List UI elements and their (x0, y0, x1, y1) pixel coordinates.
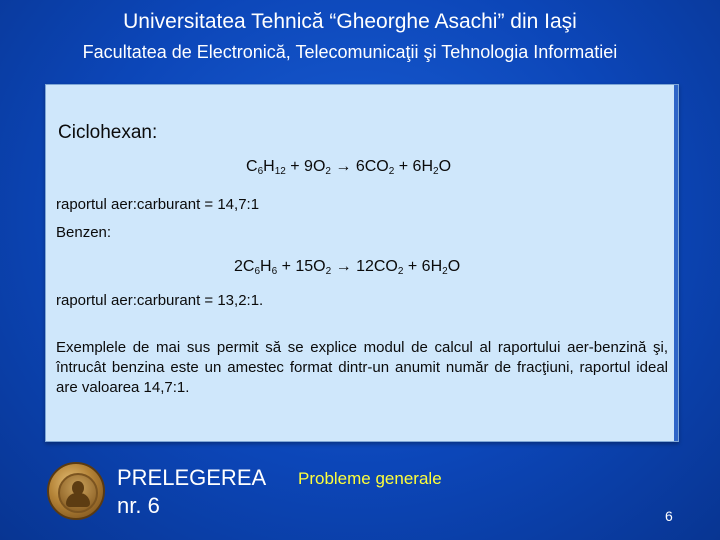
medal-logo-icon (47, 462, 105, 520)
content-panel (45, 84, 679, 442)
benzene-equation: $2C_6H_6 + 15O_2 \to 12CO_2 + 6H_2O$ (234, 258, 461, 277)
cyclohexane-heading: Ciclohexan: (58, 122, 158, 143)
lecture-label: PRELEGEREA (117, 465, 267, 490)
cyclohexane-ratio: raportul aer:carburant = 14,7:1 (56, 196, 260, 213)
benzene-heading: Benzen: (56, 224, 112, 241)
cyclohexane-equation: $C_6H_{12} + 9O_2 \to 6CO_2 + 6H_2O$ (246, 158, 452, 177)
faculty-title: Facultatea de Electronică, Telecomunicaţii şi Tehnologia Informatiei (82, 42, 618, 62)
explanation-paragraph: Exemplele de mai sus permit să se explice modul de calcul al raportului aer-benzină şi, întrucât benzina este un amestec format dintr-un anumit număr de fracţiuni, raportul ideal are valoarea 14,7:1. (56, 339, 668, 396)
university-title: Universitatea Tehnică “Gheorghe Asachi” din Iaşi (123, 10, 577, 33)
lecture-number: nr. 6 (117, 493, 160, 518)
lecture-subtitle: Probleme generale (298, 469, 442, 488)
page-number: 6 (665, 508, 673, 524)
benzene-ratio: raportul aer:carburant = 13,2:1. (56, 292, 264, 309)
